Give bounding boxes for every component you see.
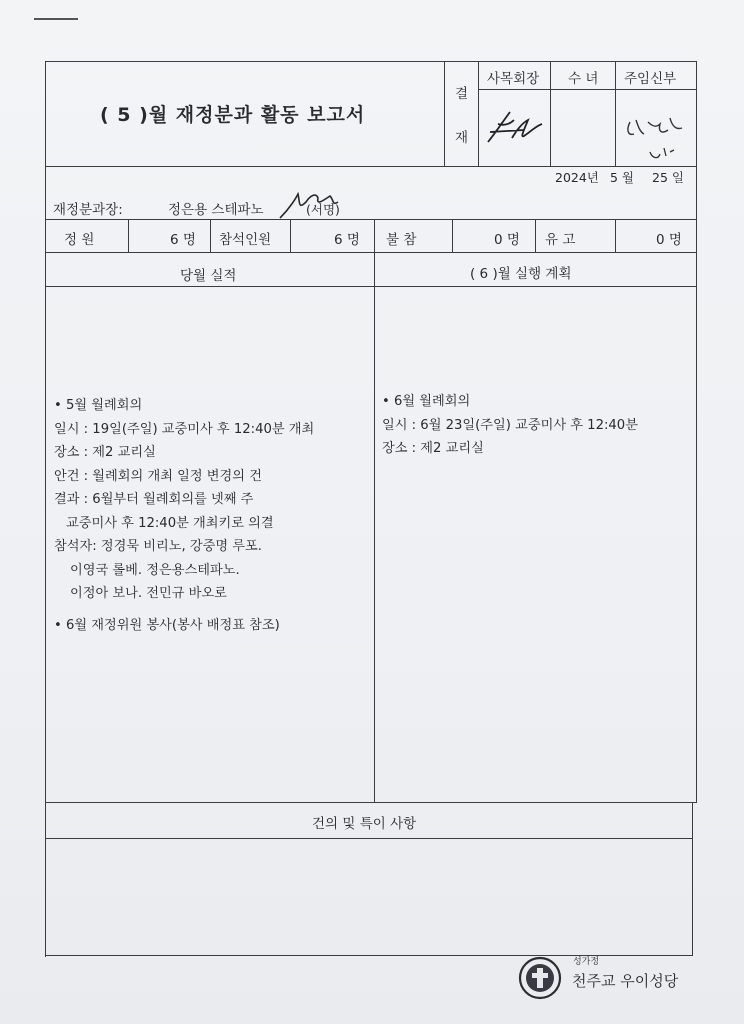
plan-line: 일시 : 6월 23일(주일) 교중미사 후 12:40분 [382, 417, 638, 433]
quota-label: 정 원 [64, 232, 95, 248]
plan-list [382, 390, 638, 461]
approval-col-pastor: 주임신부 [624, 71, 677, 87]
report-title: ( 5 )월 재정분과 활동 보고서 [100, 104, 366, 126]
results-line: 교중미사 후 12:40분 개최키로 의결 [66, 515, 274, 531]
footer-name: 천주교 우이성당 [572, 972, 679, 990]
results-extra: • 6월 재정위원 봉사(봉사 배정표 참조) [54, 618, 280, 633]
chair-signature [276, 188, 346, 222]
notes-header: 건의 및 특이 사항 [312, 816, 417, 832]
chair-name: 정은용 스테파노 [168, 202, 264, 218]
pastor-signature [622, 112, 690, 166]
plan-line: 장소 : 제2 교리실 [382, 441, 484, 456]
plan-header: ( 6 )월 실행 계획 [470, 266, 572, 282]
results-line: 이정아 보나. 전민규 바오로 [70, 586, 227, 601]
date-year: 2024년 [555, 170, 599, 185]
approval-col-president: 사목회장 [487, 71, 540, 87]
leave-label: 유 고 [545, 232, 576, 248]
results-list [54, 394, 314, 606]
date-month: 5 월 [610, 170, 635, 185]
results-line: • 5월 월례회의 [54, 398, 143, 413]
chair-label: 재정분과장: [53, 202, 123, 218]
approval-label-bottom: 재 [455, 130, 469, 146]
approval-col-sister: 수 녀 [568, 71, 599, 87]
present-label: 참석인원 [219, 232, 272, 248]
plan-line: • 6월 월례회의 [382, 394, 471, 409]
results-line: 장소 : 제2 교리실 [54, 445, 156, 460]
date-day: 25 일 [652, 170, 684, 185]
parish-seal-icon [518, 956, 562, 1000]
chair-seal: (서명) [306, 202, 340, 217]
approval-divider [444, 61, 445, 167]
results-line: 일시 : 19일(주일) 교중미사 후 12:40분 개최 [54, 421, 315, 437]
quota-value: 6 명 [170, 232, 196, 248]
approval-label-top: 결 [455, 86, 469, 102]
corner-mark [34, 18, 78, 20]
absent-label: 불 참 [386, 232, 417, 248]
president-signature [484, 102, 548, 154]
results-line: 참석자: 정경묵 비리노, 강중명 루포. [54, 539, 262, 554]
absent-value: 0 명 [494, 232, 520, 248]
results-line: 이영국 롤베. 정은용스테파노. [70, 562, 240, 578]
results-line: 안건 : 월례회의 개최 일정 변경의 건 [54, 468, 262, 484]
results-line: 결과 : 6월부터 월례회의를 넷째 주 [54, 492, 254, 507]
footer-small: 성가정 [573, 957, 600, 967]
results-header: 당월 실적 [180, 268, 237, 284]
leave-value: 0 명 [656, 232, 682, 248]
present-value: 6 명 [334, 232, 360, 248]
